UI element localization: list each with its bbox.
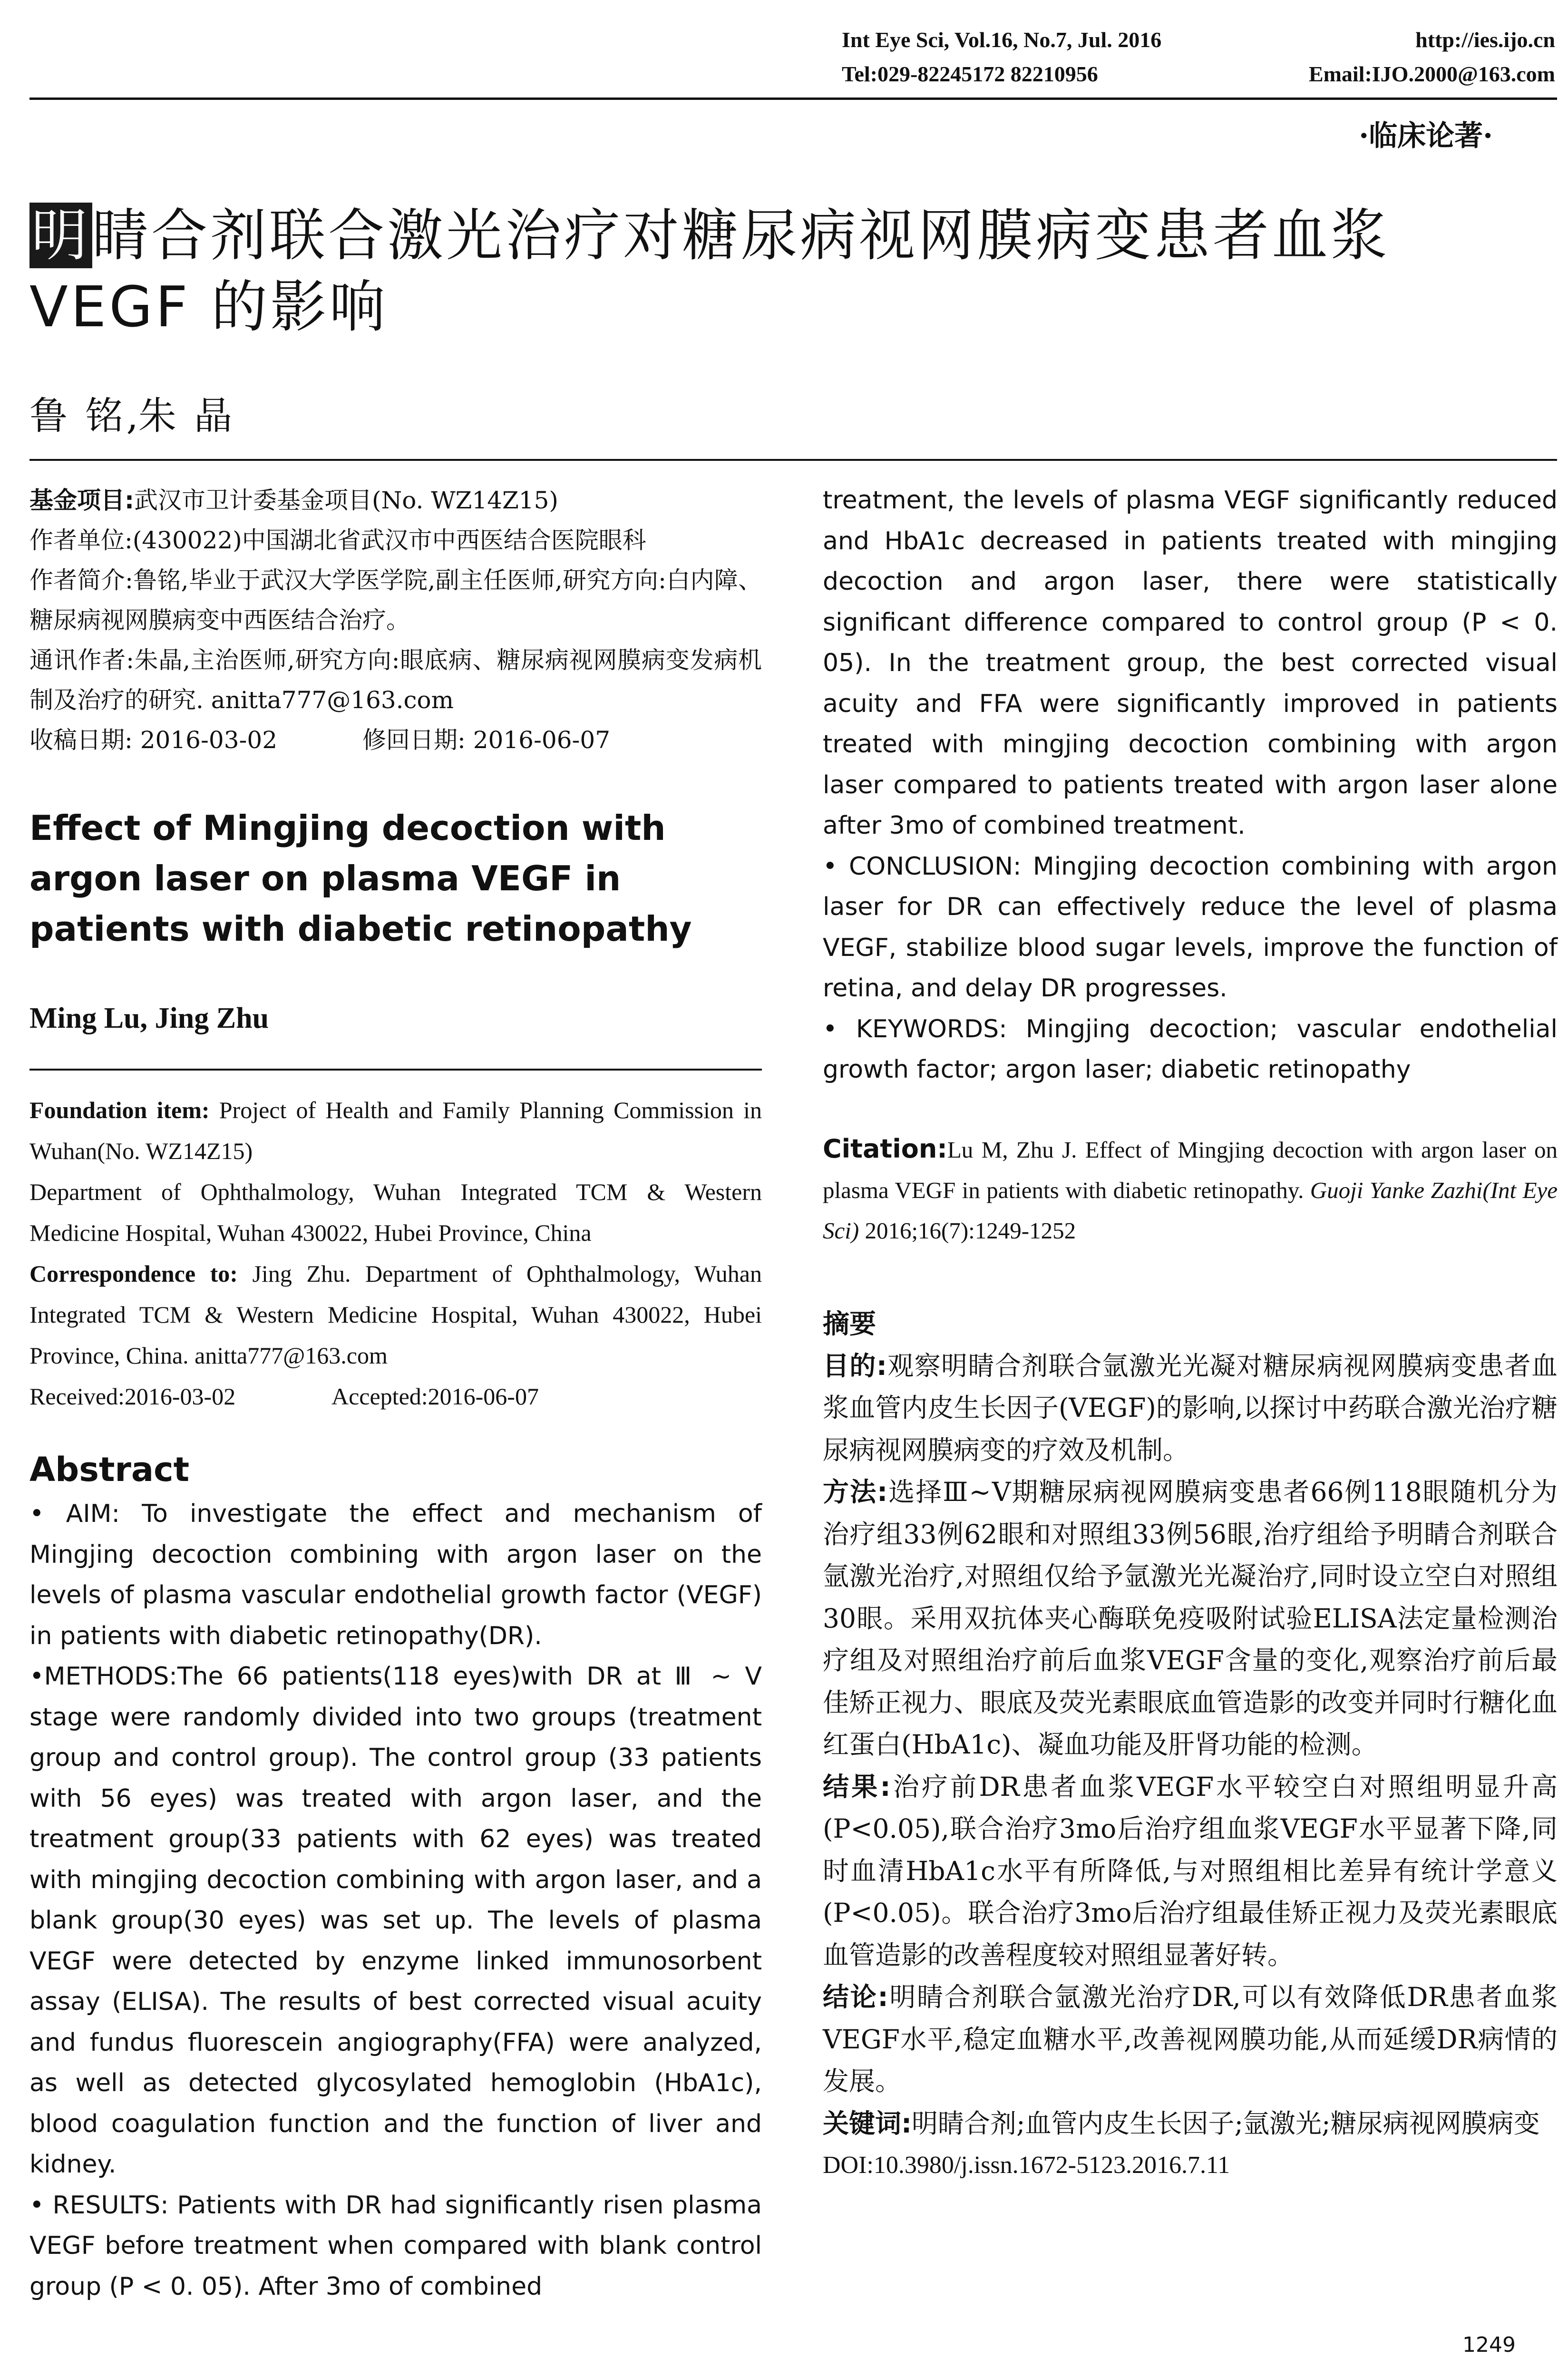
cn-conclusion: 结论:明睛合剂联合氩激光治疗DR,可以有效降低DR患者血浆VEGF水平,稳定血糖水平,改善视网膜功能,从而延缓DR病情的发展。 bbox=[823, 1982, 1558, 2096]
abstract-results: • RESULTS: Patients with DR had significantly risen plasma VEGF before treatment when compared with blank control group (P < 0. 05). After 3mo of combined bbox=[29, 2191, 762, 2301]
info-en bbox=[29, 1090, 762, 1417]
title-line1: 睛合剂联合激光治疗对糖尿病视网膜病变患者血浆 bbox=[92, 203, 1390, 268]
left-column bbox=[29, 480, 762, 2307]
article-title-en: Effect of Mingjing decoction with argon laser on plasma VEGF in patients with diabetic retinopathy bbox=[29, 808, 692, 949]
author-2: 朱 晶 bbox=[138, 394, 235, 438]
dates-cn: 收稿日期: 2016-03-02 修回日期: 2016-06-07 bbox=[29, 726, 611, 754]
dates-en: Received:2016-03-02 Accepted:2016-06-07 bbox=[29, 1383, 539, 1410]
journal-email[interactable]: Email:IJO.2000@163.com bbox=[1308, 62, 1555, 86]
running-header bbox=[842, 23, 1555, 91]
citation: Citation:Lu M, Zhu J. Effect of Mingjing decoction with argon laser on plasma VEGF in patients with diabetic retinopathy. Guoji Yanke Zazhi(Int Eye Sci) 2016;16(7):1249-1252 bbox=[823, 1133, 1558, 1244]
section-label: ·临床论著· bbox=[1359, 119, 1493, 153]
authors-cn bbox=[29, 385, 235, 440]
author-separator: , bbox=[126, 394, 138, 438]
journal-info: Int Eye Sci, Vol.16, No.7, Jul. 2016 bbox=[842, 28, 1162, 52]
authors-rule bbox=[29, 459, 1557, 461]
doi[interactable]: DOI:10.3980/j.issn.1672-5123.2016.7.11 bbox=[823, 2152, 1230, 2179]
abstract-en-continued bbox=[823, 480, 1558, 1091]
cn-methods: 方法:选择Ⅲ~Ⅴ期糖尿病视网膜病变患者66例118眼随机分为治疗组33例62眼和对照组33例56眼,治疗组给予明睛合剂联合氩激光治疗,对照组仅给予氩激光光凝治疗,同时设立空白对照组30眼。采用双抗体夹心酶联免疫吸附试验ELISA法定量检测治疗组及对照组治疗前后血浆VEGF含量的变化,观察治疗前后最佳矫正视力、眼底及荧光素眼底血管造影的改变并同时行糖化血红蛋白(HbA1c)、凝血功能及肝肾功能的检测。 bbox=[823, 1477, 1558, 1760]
unit-cn: 作者单位:(430022)中国湖北省武汉市中西医结合医院眼科 bbox=[29, 526, 646, 554]
info-cn bbox=[29, 480, 762, 760]
abstract-heading: Abstract bbox=[29, 1450, 190, 1489]
article-title-cn bbox=[29, 200, 1557, 342]
abstract-keywords: • KEYWORDS: Mingjing decoction; vascular endothelial growth factor; argon laser; diabetic retinopathy bbox=[823, 1014, 1558, 1084]
page-number: 1249 bbox=[1462, 2333, 1516, 2357]
bio-cn: 作者简介:鲁铭,毕业于武汉大学医学院,副主任医师,研究方向:白内障、糖尿病视网膜病变中西医结合治疗。 bbox=[29, 566, 762, 634]
abstract-results-continued: treatment, the levels of plasma VEGF significantly reduced and HbA1c decreased in patients treated with mingjing decoction and argon laser, there were statistically significant difference compared to control group (P < 0. 05). In the treatment group, the best corrected visual acuity and FFA were significantly improved in patients treated with mingjing decoction combining with argon laser compared to patients treated with argon laser alone after 3mo of combined treatment. bbox=[823, 486, 1558, 840]
cn-keywords: 关键词:明睛合剂;血管内皮生长因子;氩激光;糖尿病视网膜病变 bbox=[823, 2108, 1540, 2139]
department-en: Department of Ophthalmology, Wuhan Integrated TCM & Western Medicine Hospital, Wuhan 430022, Hubei Province, China bbox=[29, 1179, 762, 1246]
authors-en-rule bbox=[29, 1069, 762, 1071]
cn-abstract bbox=[823, 1345, 1558, 2145]
authors-en: Ming Lu, Jing Zhu bbox=[29, 1002, 269, 1034]
title-first-char: 明 bbox=[29, 203, 92, 268]
author-1: 鲁 铭 bbox=[29, 394, 127, 438]
header-rule bbox=[29, 97, 1557, 100]
journal-url[interactable]: http://ies.ijo.cn bbox=[1415, 28, 1555, 52]
correspondence-cn: 通讯作者:朱晶,主治医师,研究方向:眼底病、糖尿病视网膜病变发病机制及治疗的研究. anitta777@163.com bbox=[29, 646, 762, 714]
correspondence-en: Correspondence to: Jing Zhu. Department of Ophthalmology, Wuhan Integrated TCM & Western Medicine Hospital, Wuhan 430022, Hubei Province, China. anitta777@163.com bbox=[29, 1260, 762, 1369]
title-line2: VEGF 的影响 bbox=[29, 274, 389, 340]
foundation-en: Foundation item: Project of Health and Family Planning Commission in Wuhan(No. WZ14Z15) bbox=[29, 1097, 762, 1164]
journal-tel: Tel:029-82245172 82210956 bbox=[842, 62, 1098, 86]
right-column bbox=[823, 480, 1558, 2186]
cn-results: 结果:治疗前DR患者血浆VEGF水平较空白对照组明显升高(P<0.05),联合治疗3mo后治疗组血浆VEGF水平显著下降,同时血清HbA1c水平有所降低,与对照组相比差异有统计学意义(P<0.05)。联合治疗3mo后治疗组最佳矫正视力及荧光素眼底血管造影的改善程度较对照组显著好转。 bbox=[823, 1771, 1558, 1970]
cn-aim: 目的:观察明睛合剂联合氩激光光凝对糖尿病视网膜病变患者血浆血管内皮生长因子(VEGF)的影响,以探讨中药联合激光治疗糖尿病视网膜病变的疗效及机制。 bbox=[823, 1350, 1558, 1465]
citation-journal: Guoji Yanke Zazhi(Int Eye Sci) bbox=[823, 1177, 1558, 1244]
abstract-conclusion: • CONCLUSION: Mingjing decoction combining with argon laser for DR can effectively reduce the level of plasma VEGF, stabilize blood sugar levels, improve the function of retina, and delay DR progresses. bbox=[823, 852, 1558, 1003]
abstract-methods: •METHODS:The 66 patients(118 eyes)with DR at Ⅲ ~ Ⅴ stage were randomly divided into two groups (treatment group and control group). The control group (33 patients with 56 eyes) was treated with argon laser, and the treatment group(33 patients with 62 eyes) was treated with mingjing decoction combining with argon laser, and a blank group(30 eyes) was set up. The levels of plasma VEGF were detected by enzyme linked immunosorbent assay (ELISA). The results of best corrected visual acuity and fundus fluorescein angiography(FFA) were analyzed, as well as detected glycosylated hemoglobin (HbA1c), blood coagulation function and the function of liver and kidney. bbox=[29, 1662, 762, 2179]
foundation-cn: 基金项目:武汉市卫计委基金项目(No. WZ14Z15) bbox=[29, 487, 558, 514]
abstract-aim: • AIM: To investigate the effect and mechanism of Mingjing decoction combining with argon laser on the levels of plasma vascular endothelial growth factor (VEGF) in patients with diabetic retinopathy(DR). bbox=[29, 1500, 762, 1650]
abstract-en bbox=[29, 1494, 762, 2307]
cn-abstract-heading: 摘要 bbox=[823, 1308, 876, 1340]
